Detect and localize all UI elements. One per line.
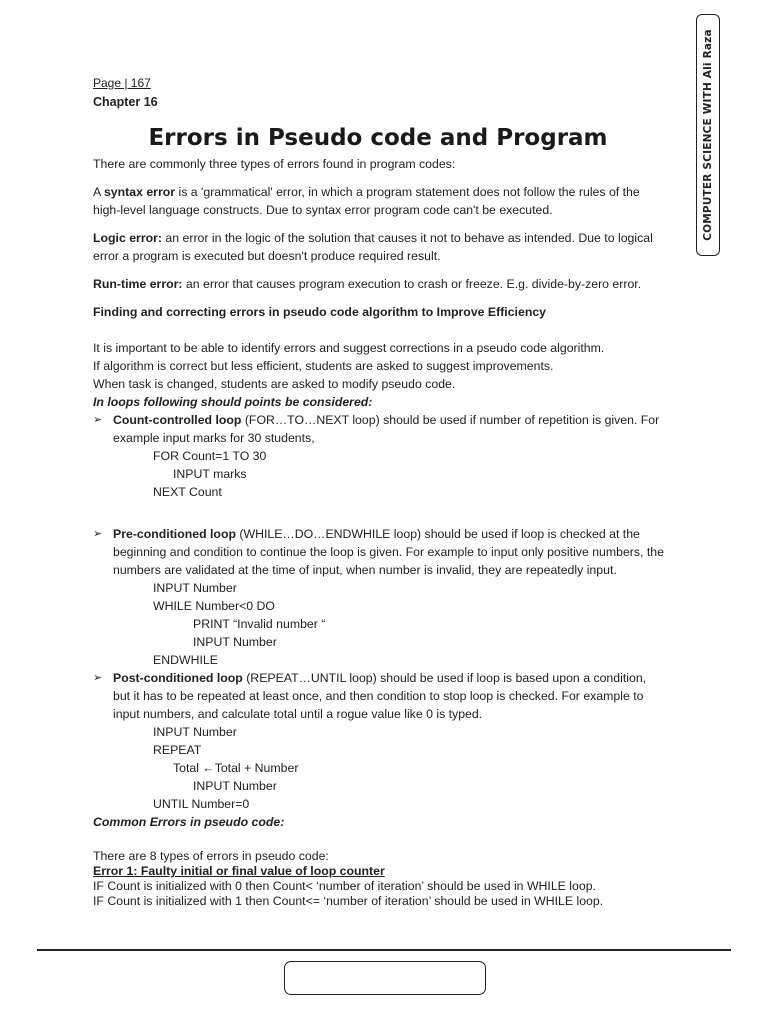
types-line: There are 8 types of errors in pseudo code: — [93, 849, 329, 863]
code-line: UNTIL Number=0 — [153, 797, 250, 811]
runtime-error-text: an error that causes program execution to crash or freeze. E.g. divide-by-zero error. — [182, 277, 642, 291]
code-line: ENDWHILE — [153, 653, 218, 667]
logic-error-term: Logic error: — [93, 231, 163, 245]
chapter-label: Chapter 16 — [93, 95, 158, 109]
post-loop-text: (REPEAT…UNTIL loop) should be used if loop is based upon a condition, but it has to be repeated at least once, and then condition to stop loop is checked. For example to input numbers, and calculate total until a rogue value like 0 is typed. — [113, 671, 647, 721]
code-line: NEXT Count — [153, 485, 222, 499]
post-loop-term: Post-conditioned loop — [113, 671, 243, 685]
code-line: INPUT Number — [153, 725, 237, 739]
count-loop-term: Count-controlled loop — [113, 413, 242, 427]
code-line: INPUT Number — [193, 635, 277, 649]
code-line: FOR Count=1 TO 30 — [153, 449, 267, 463]
pre-loop-item — [93, 525, 665, 579]
para-line: If algorithm is correct but less efficient, students are asked to suggest improvements. — [93, 359, 554, 373]
pre-loop-text: (WHILE…DO…ENDWHILE loop) should be used if loop is checked at the beginning and condition to continue the loop is given. For example to input only positive numbers, the numbers are validated at the time of input, when number is invalid, they are repeatedly input. — [113, 527, 664, 577]
arrow-bullet-icon: ➢ — [93, 528, 103, 540]
runtime-error-term: Run-time error: — [93, 277, 183, 291]
syntax-prefix: A — [93, 185, 104, 199]
syntax-error-paragraph — [93, 183, 665, 219]
side-tab — [696, 14, 720, 256]
count-loop-text: (FOR…TO…NEXT loop) should be used if number of repetition is given. For example input marks for 30 students, — [113, 413, 660, 445]
code-line: REPEAT — [153, 743, 202, 757]
syntax-error-term: syntax error — [103, 185, 176, 199]
pre-loop-term: Pre-conditioned loop — [113, 527, 236, 541]
code-line: WHILE Number<0 DO — [153, 599, 275, 613]
syntax-error-text: is a 'grammatical' error, in which a program statement does not follow the rules of the high-level language constructs. Due to syntax error program code can't be executed. — [93, 185, 640, 217]
error1-line: IF Count is initialized with 1 then Count<= ‘number of iteration’ should be used in WHILE loop. — [93, 894, 604, 908]
para-line: It is important to be able to identify errors and suggest corrections in a pseudo code algorithm. — [93, 341, 605, 355]
logic-error-paragraph — [93, 229, 665, 265]
code-line: Total ←Total + Number — [173, 761, 299, 775]
error1-heading: Error 1: Faulty initial or final value of loop counter — [93, 864, 385, 878]
para-line: When task is changed, students are asked to modify pseudo code. — [93, 377, 456, 391]
page-title: Errors in Pseudo code and Program — [148, 125, 608, 151]
runtime-error-paragraph — [93, 275, 665, 293]
count-loop-item — [93, 411, 665, 447]
bottom-rule — [37, 949, 731, 951]
page-number: Page | 167 — [93, 76, 151, 90]
side-tab-label: COMPUTER SCIENCE WITH Ali Raza — [702, 29, 714, 241]
code-line: INPUT marks — [173, 467, 247, 481]
common-errors-heading: Common Errors in pseudo code: — [93, 815, 285, 829]
error1-line: IF Count is initialized with 0 then Count< ‘number of iteration’ should be used in WHILE loop. — [93, 879, 596, 893]
finding-heading: Finding and correcting errors in pseudo code algorithm to Improve Efficiency — [93, 305, 547, 319]
code-line: INPUT Number — [153, 581, 237, 595]
arrow-bullet-icon: ➢ — [93, 672, 103, 684]
logic-error-text: an error in the logic of the solution that causes it not to behave as intended. Due to logical error a program is executed but doesn't produce required result. — [93, 231, 653, 263]
intro-paragraph: There are commonly three types of errors found in program codes: — [93, 157, 456, 171]
document-body — [93, 155, 665, 909]
arrow-bullet-icon: ➢ — [93, 414, 103, 426]
code-line: INPUT Number — [193, 779, 277, 793]
post-loop-item — [93, 669, 665, 723]
code-line: PRINT “Invalid number “ — [193, 617, 326, 631]
loops-heading: In loops following should points be considered: — [93, 395, 373, 409]
footer-box — [284, 961, 486, 995]
